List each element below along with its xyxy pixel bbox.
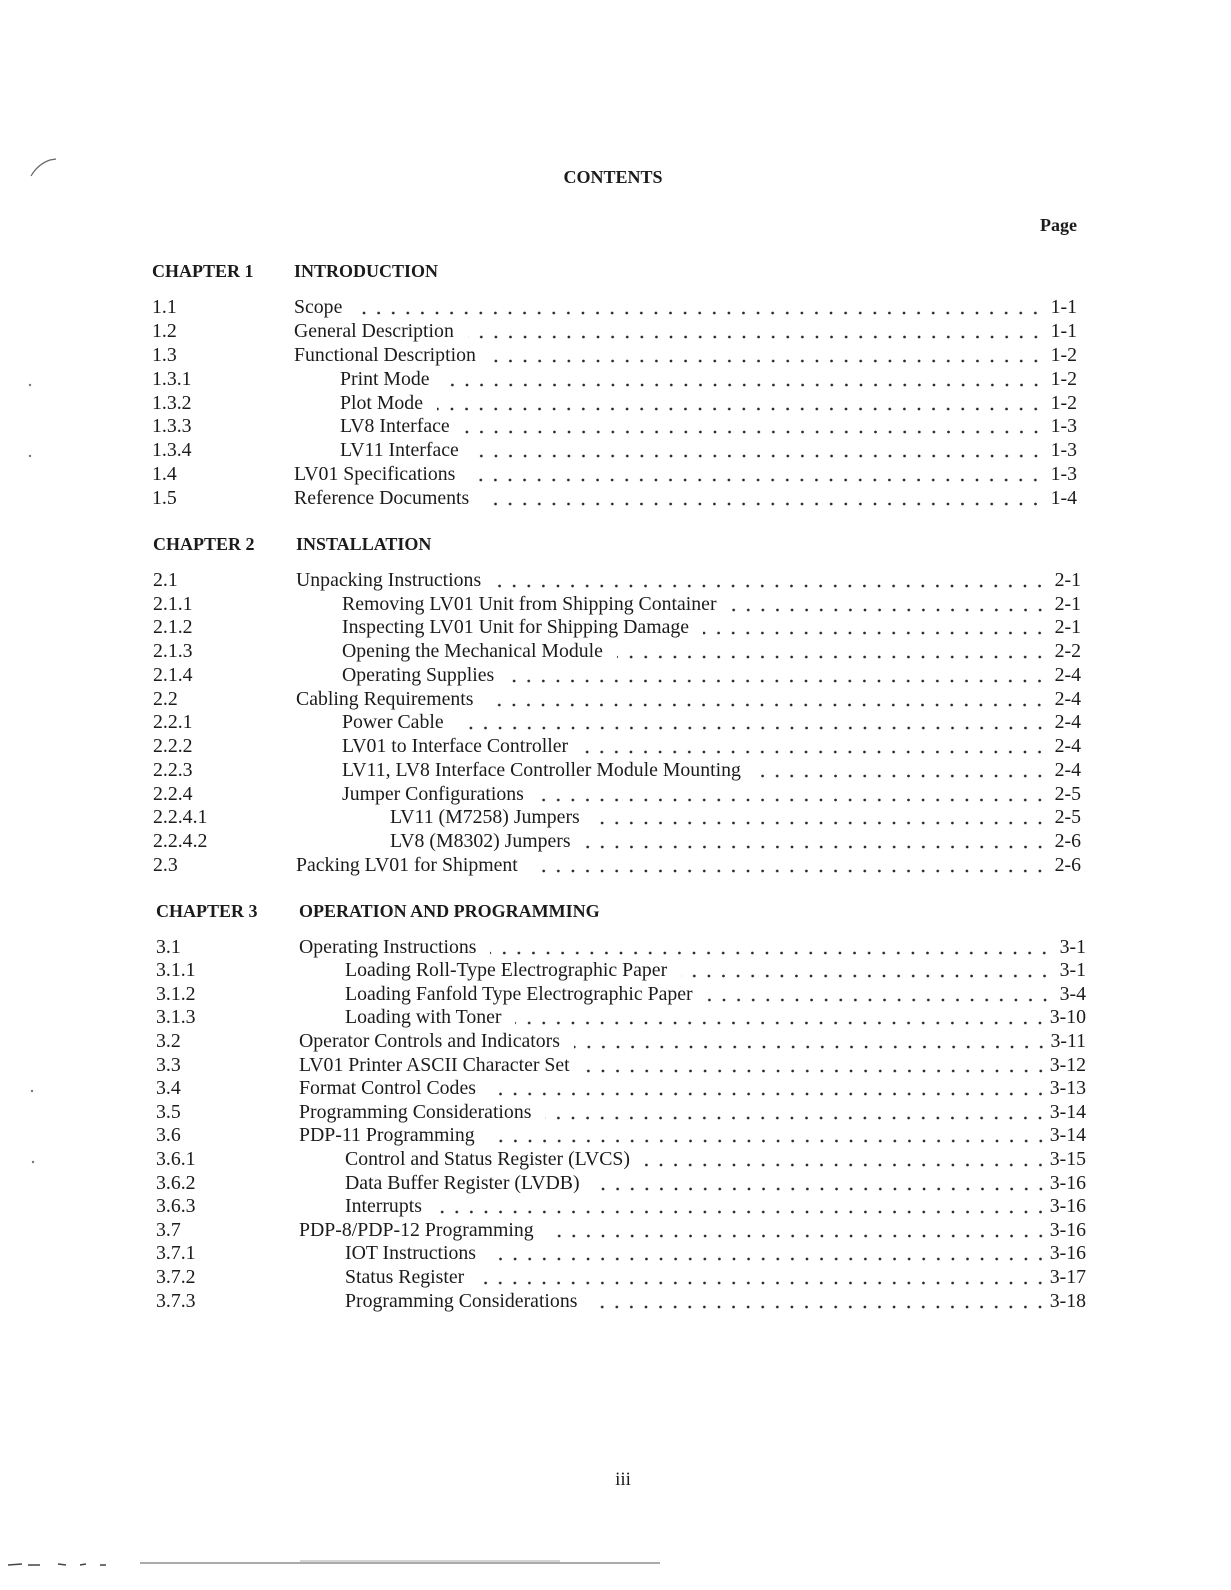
chapter-heading (156, 900, 1086, 924)
page-number: 1-2 (1050, 367, 1077, 390)
toc-entry (153, 688, 1081, 712)
dot-leader (538, 783, 1047, 807)
section-title: LV11 (M7258) Jumpers (390, 806, 580, 829)
page-number: 1-3 (1050, 463, 1077, 486)
section-title: LV01 Printer ASCII Character Set (299, 1053, 570, 1076)
dot-leader (495, 569, 1047, 593)
page-number: 2-6 (1054, 853, 1081, 876)
section-title: PDP-8/PDP-12 Programming (299, 1218, 534, 1241)
page-number: 3-18 (1049, 1289, 1086, 1312)
toc-entry (156, 1054, 1086, 1078)
dot-leader (490, 1077, 1048, 1101)
dot-leader (548, 1219, 1048, 1243)
toc-entry (156, 1219, 1086, 1243)
section-title: Programming Considerations (299, 1100, 532, 1123)
toc-entry (156, 1124, 1086, 1148)
page-number: 3-1 (1059, 935, 1086, 958)
section-number: 1.2 (152, 319, 177, 342)
section-number: 3.6.3 (156, 1195, 196, 1218)
page-number: 3-4 (1059, 982, 1086, 1005)
toc-entry (152, 415, 1077, 439)
section-title: Functional Description (294, 343, 476, 366)
page-number: 3-16 (1049, 1171, 1086, 1194)
dot-leader (582, 735, 1047, 759)
dot-leader (458, 711, 1047, 735)
chapter-label: CHAPTER 3 (156, 901, 258, 921)
page-number: 3-16 (1049, 1195, 1086, 1218)
page-number: 1-2 (1050, 391, 1077, 414)
toc-entry (156, 1290, 1086, 1314)
toc-entry (152, 392, 1077, 416)
section-title: Data Buffer Register (LVDB) (345, 1171, 580, 1194)
section-title: LV01 Specifications (294, 463, 456, 486)
page-number: 3-17 (1049, 1266, 1086, 1288)
dot-leader (574, 1030, 1049, 1054)
dot-leader (487, 688, 1047, 712)
section-number: 3.7.3 (156, 1289, 196, 1312)
toc-entry (153, 783, 1081, 807)
section-title: Operating Supplies (342, 663, 495, 686)
page-number: 2-5 (1054, 806, 1081, 829)
page-number: 1-1 (1050, 319, 1077, 342)
dot-leader (356, 296, 1043, 320)
toc-entry (153, 806, 1081, 830)
section-number: 3.3 (156, 1053, 181, 1076)
page-number: 2-4 (1054, 735, 1081, 758)
toc-entry (156, 1172, 1086, 1196)
section-number: 1.3.1 (152, 367, 192, 390)
page-number: 3-10 (1049, 1006, 1086, 1029)
toc-entry (153, 759, 1081, 783)
page-number: 2-1 (1054, 592, 1081, 615)
dot-leader (473, 439, 1043, 463)
page-number: 1-3 (1050, 439, 1077, 462)
section-title: Format Control Codes (299, 1077, 476, 1100)
section-title: Plot Mode (340, 391, 423, 414)
section-title: Opening the Mechanical Module (342, 640, 603, 663)
toc-entry (153, 593, 1081, 617)
dot-leader (490, 936, 1052, 960)
dot-leader (681, 959, 1052, 983)
page-number: 2-6 (1054, 830, 1081, 853)
page-number: 3-14 (1049, 1100, 1086, 1123)
toc-entry (156, 1266, 1086, 1290)
section-number: 1.5 (152, 487, 177, 510)
section-number: 3.1.3 (156, 1006, 196, 1029)
toc-entry (156, 1101, 1086, 1125)
page-title: CONTENTS (563, 167, 663, 187)
section-title: Jumper Configurations (342, 782, 524, 805)
section-number: 2.2.4.2 (153, 830, 208, 853)
page-number: 1-2 (1050, 343, 1077, 366)
dot-leader (444, 368, 1043, 392)
section-title: LV8 Interface (340, 415, 450, 438)
chapter-title: INSTALLATION (296, 534, 432, 554)
section-number: 3.4 (156, 1077, 181, 1100)
section-number: 2.1.3 (153, 640, 193, 663)
page-number: 2-5 (1054, 782, 1081, 805)
page-number: 2-4 (1054, 758, 1081, 781)
section-number: 1.3.4 (152, 439, 192, 462)
dot-leader (707, 983, 1052, 1007)
section-title: Status Register (345, 1266, 465, 1288)
section-number: 3.6.1 (156, 1148, 196, 1171)
section-title: Programming Considerations (345, 1289, 578, 1312)
page-number: 2-1 (1054, 616, 1081, 639)
folio-page-number: iii (615, 1469, 631, 1490)
page-number: 2-4 (1054, 663, 1081, 686)
dot-leader (490, 344, 1043, 368)
section-number: 2.2.2 (153, 735, 193, 758)
toc-entry (156, 1195, 1086, 1219)
section-number: 3.5 (156, 1100, 181, 1123)
section-number: 3.7.2 (156, 1266, 196, 1288)
dot-leader (755, 759, 1047, 783)
page-number: 2-1 (1054, 568, 1081, 591)
section-number: 2.2.3 (153, 758, 193, 781)
toc-entry (152, 487, 1077, 511)
dot-leader (464, 415, 1043, 439)
section-title: Unpacking Instructions (296, 568, 482, 591)
section-number: 2.2.1 (153, 711, 193, 734)
section-number: 3.7.1 (156, 1242, 196, 1265)
section-title: LV11, LV8 Interface Controller Module Mounting (342, 758, 741, 781)
section-title: IOT Instructions (345, 1242, 476, 1265)
toc-entry (152, 439, 1077, 463)
toc-entry (156, 1242, 1086, 1266)
dot-leader (515, 1006, 1047, 1030)
toc-entry (156, 983, 1086, 1007)
page-number: 3-1 (1059, 959, 1086, 982)
dot-leader (469, 463, 1043, 487)
section-title: Loading with Toner (345, 1006, 502, 1029)
section-title: Reference Documents (294, 487, 470, 510)
chapter-section (153, 533, 1081, 878)
section-number: 1.3 (152, 343, 177, 366)
chapter-section (152, 260, 1077, 511)
section-number: 3.6.2 (156, 1171, 196, 1194)
dot-leader (508, 664, 1047, 688)
dot-leader (731, 593, 1047, 617)
section-title: Power Cable (342, 711, 444, 734)
dot-leader (489, 1124, 1048, 1148)
dot-leader (532, 854, 1047, 878)
section-title: PDP-11 Programming (299, 1124, 475, 1147)
dot-leader (644, 1148, 1048, 1172)
section-title: Scope (294, 295, 343, 318)
section-title: Print Mode (340, 367, 430, 390)
page-number: 3-16 (1049, 1242, 1086, 1265)
toc-entry (152, 320, 1077, 344)
section-title: Loading Fanfold Type Electrographic Paper (345, 982, 693, 1005)
section-number: 2.2 (153, 687, 178, 710)
page-number: 3-14 (1049, 1124, 1086, 1147)
dot-leader (483, 487, 1043, 511)
toc-entry (156, 959, 1086, 983)
page-number: 3-13 (1049, 1077, 1086, 1100)
toc-entry (153, 664, 1081, 688)
page-number: 2-2 (1054, 640, 1081, 663)
toc-entry (152, 368, 1077, 392)
dot-leader (703, 616, 1047, 640)
section-number: 3.1.2 (156, 982, 196, 1005)
dot-leader (468, 320, 1043, 344)
section-number: 3.2 (156, 1030, 181, 1053)
section-number: 2.2.4.1 (153, 806, 208, 829)
section-number: 1.4 (152, 463, 177, 486)
page-number: 3-16 (1049, 1218, 1086, 1241)
toc-entry (152, 463, 1077, 487)
dot-leader (545, 1101, 1047, 1125)
page-number: 3-12 (1049, 1053, 1086, 1076)
chapter-title: INTRODUCTION (294, 261, 439, 281)
dot-leader (617, 640, 1047, 664)
section-number: 3.1.1 (156, 959, 196, 982)
page-number: 1-1 (1050, 295, 1077, 318)
toc-entry (153, 616, 1081, 640)
section-number: 2.3 (153, 853, 178, 876)
chapter-heading (153, 533, 1081, 557)
section-title: Control and Status Register (LVCS) (345, 1148, 630, 1171)
page-number: 1-4 (1050, 487, 1077, 510)
dot-leader (594, 1172, 1048, 1196)
section-title: LV11 Interface (340, 439, 459, 462)
chapter-section (156, 900, 1086, 1313)
dot-leader (436, 1195, 1048, 1219)
section-title: Packing LV01 for Shipment (296, 853, 518, 876)
section-title: Inspecting LV01 Unit for Shipping Damage (342, 616, 690, 639)
toc-entry (153, 640, 1081, 664)
section-number: 3.7 (156, 1218, 181, 1241)
page-number: 2-4 (1054, 687, 1081, 710)
dot-leader (584, 1054, 1048, 1078)
page-number: 3-15 (1049, 1148, 1086, 1171)
section-title: Removing LV01 Unit from Shipping Container (342, 592, 717, 615)
page-column-label: Page (1040, 215, 1077, 235)
section-number: 2.1.1 (153, 592, 193, 615)
section-number: 2.1.4 (153, 663, 193, 686)
toc-entry (153, 830, 1081, 854)
toc-entry (153, 854, 1081, 878)
dot-leader (591, 1290, 1047, 1314)
section-title: Cabling Requirements (296, 687, 474, 710)
section-number: 2.2.4 (153, 782, 193, 805)
toc-entry (153, 735, 1081, 759)
section-title: LV01 to Interface Controller (342, 735, 569, 758)
section-number: 1.3.3 (152, 415, 192, 438)
chapter-label: CHAPTER 1 (152, 261, 254, 281)
section-number: 2.1 (153, 568, 178, 591)
dot-leader (585, 830, 1047, 854)
toc-entry (156, 936, 1086, 960)
toc-entry (152, 344, 1077, 368)
toc-entry (153, 569, 1081, 593)
section-number: 3.1 (156, 935, 181, 958)
toc-entry (156, 1030, 1086, 1054)
chapter-title: OPERATION AND PROGRAMMING (299, 901, 600, 921)
toc-entry (156, 1006, 1086, 1030)
page-number: 3-11 (1050, 1030, 1086, 1053)
dot-leader (478, 1266, 1048, 1290)
toc-entry (153, 711, 1081, 735)
section-number: 1.3.2 (152, 391, 192, 414)
section-number: 3.6 (156, 1124, 181, 1147)
toc-entry (156, 1077, 1086, 1101)
section-title: LV8 (M8302) Jumpers (390, 830, 571, 853)
section-number: 1.1 (152, 295, 177, 318)
chapter-label: CHAPTER 2 (153, 534, 255, 554)
section-title: Interrupts (345, 1195, 422, 1218)
section-title: Operating Instructions (299, 935, 477, 958)
dot-leader (490, 1242, 1048, 1266)
section-title: General Description (294, 319, 454, 342)
section-title: Loading Roll-Type Electrographic Paper (345, 959, 668, 982)
chapter-heading (152, 260, 1077, 284)
section-number: 2.1.2 (153, 616, 193, 639)
dot-leader (594, 806, 1047, 830)
dot-leader (437, 392, 1043, 416)
toc-entry (152, 296, 1077, 320)
page-number: 1-3 (1050, 415, 1077, 438)
toc-entry (156, 1148, 1086, 1172)
page-number: 2-4 (1054, 711, 1081, 734)
section-title: Operator Controls and Indicators (299, 1030, 560, 1053)
